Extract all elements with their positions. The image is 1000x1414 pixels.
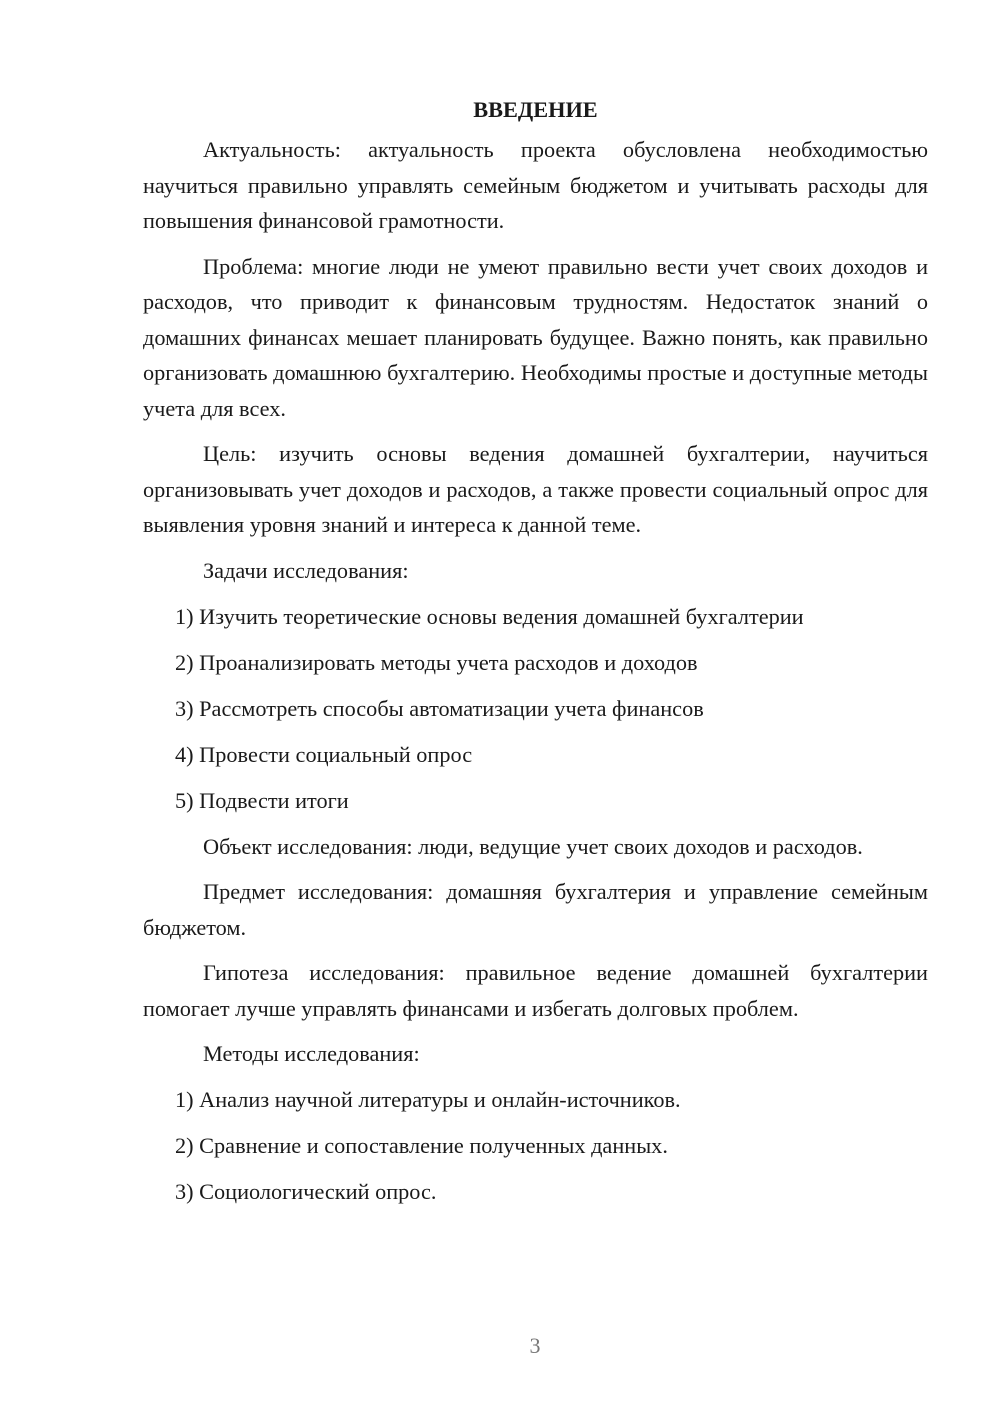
page-number: 3 [529, 1333, 541, 1358]
tasks-list-item: 3) Рассмотреть способы автоматизации учета финансов [175, 695, 704, 721]
page-title: ВВЕДЕНИЕ [473, 97, 598, 122]
tasks-list-item: 5) Подвести итоги [175, 787, 349, 813]
goal-paragraph: Цель: изучить основы ведения домашней бухгалтерии, научиться организовывать учет доходов и расходов, а также провести социальный опрос для выявления уровня знаний и интереса к данной теме. [143, 441, 928, 537]
tasks-list-item: 2) Проанализировать методы учета расходов и доходов [175, 649, 698, 675]
subject-paragraph: Предмет исследования: домашняя бухгалтерия и управление семейным бюджетом. [143, 879, 928, 940]
object-paragraph: Объект исследования: люди, ведущие учет своих доходов и расходов. [203, 833, 863, 859]
methods-list-item: 1) Анализ научной литературы и онлайн-источников. [175, 1087, 681, 1112]
methods-label: Методы исследования: [203, 1041, 420, 1066]
tasks-list-item: 4) Провести социальный опрос [175, 741, 473, 767]
relevance-paragraph: Актуальность: актуальность проекта обусловлена необходимостью научиться правильно управлять семейным бюджетом и учитывать расходы для повышения финансовой грамотности. [143, 137, 928, 233]
hypothesis-paragraph: Гипотеза исследования: правильное ведение домашней бухгалтерии помогает лучше управлять финансами и избегать долговых проблем. [143, 960, 928, 1021]
document-page [143, 92, 928, 1220]
problem-paragraph: Проблема: многие люди не умеют правильно вести учет своих доходов и расходов, что приводит к финансовым трудностям. Недостаток знаний о домашних финансах мешает планировать будущее. Важно понять, как правильно организовать домашнюю бухгалтерию. Необходимы простые и доступные методы учета для всех. [143, 253, 928, 421]
tasks-label: Задачи исследования: [203, 557, 409, 583]
methods-list-item: 2) Сравнение и сопоставление полученных данных. [175, 1133, 668, 1158]
tasks-list-item: 1) Изучить теоретические основы ведения домашней бухгалтерии [175, 603, 804, 629]
methods-list-item: 3) Социологический опрос. [175, 1179, 437, 1204]
